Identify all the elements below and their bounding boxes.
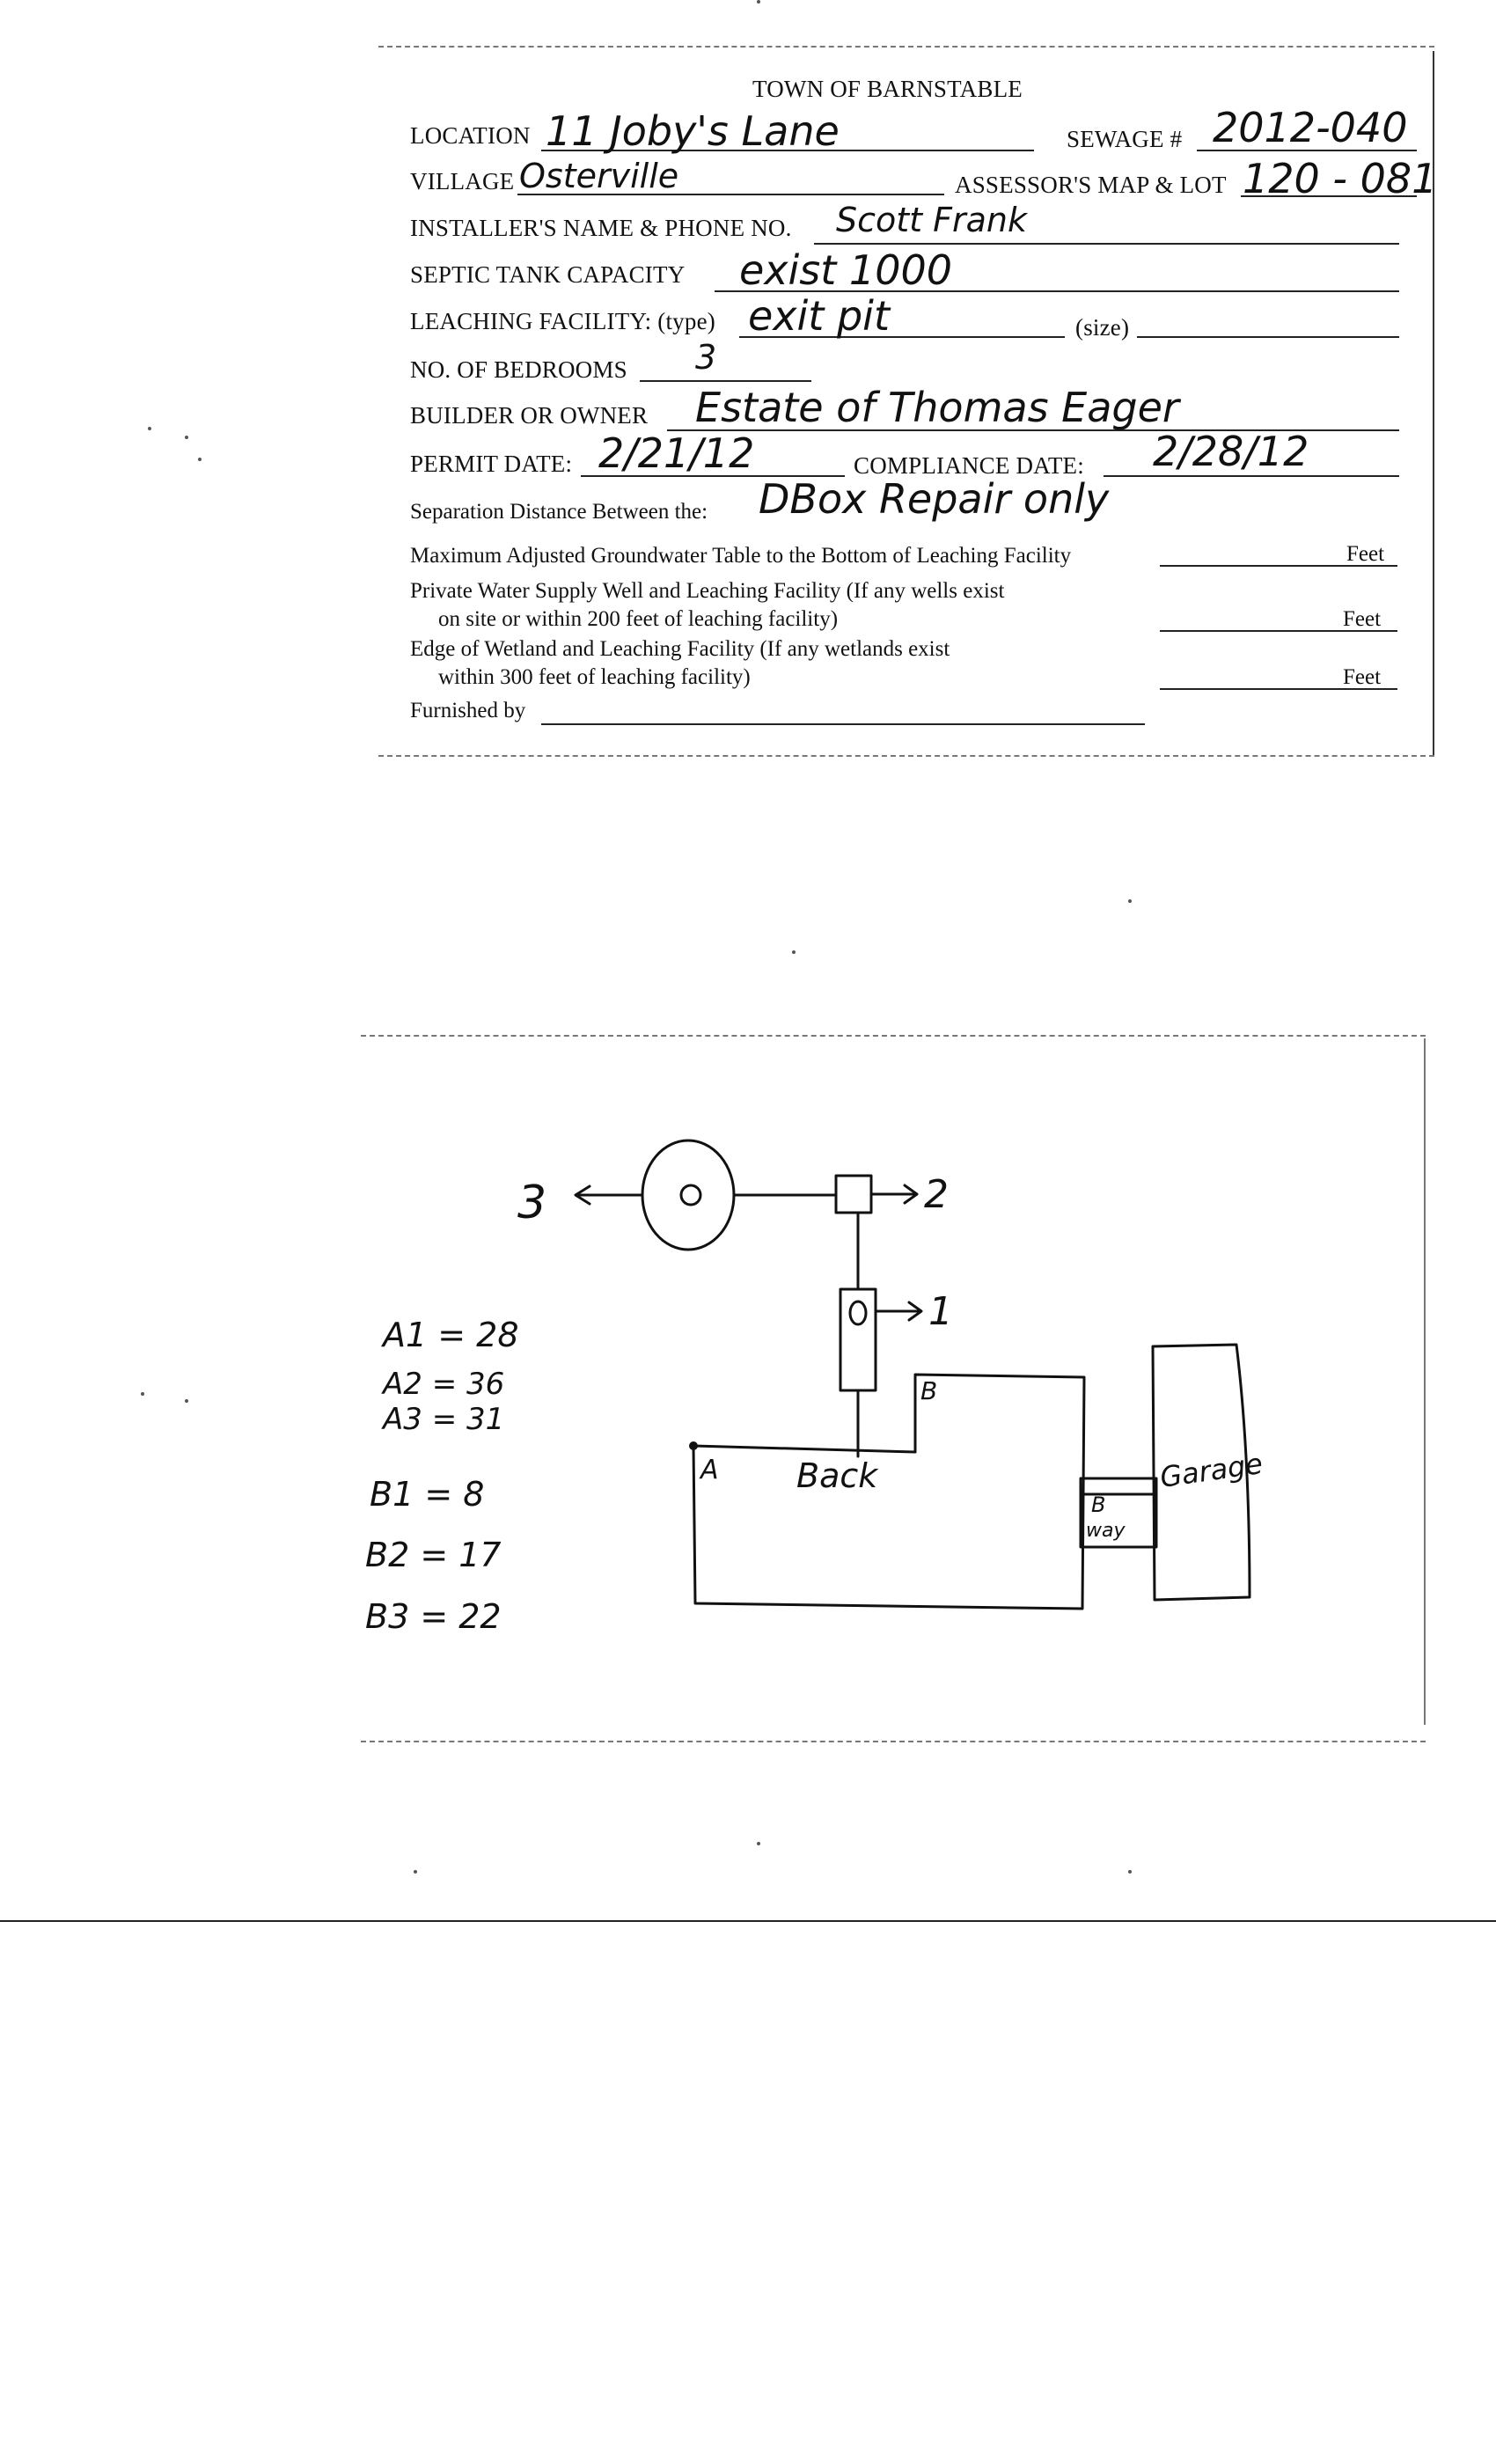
- well-text-1: Private Water Supply Well and Leaching Facility (If any wells exist: [410, 579, 1005, 603]
- garage-label: Garage: [1157, 1446, 1265, 1494]
- wetland-text-2: within 300 feet of leaching facility): [438, 665, 751, 689]
- permit-label: PERMIT DATE:: [410, 451, 573, 477]
- permit-value: 2/21/12: [598, 429, 755, 477]
- separation-label: Separation Distance Between the:: [410, 500, 708, 524]
- size-label: (size): [1075, 314, 1130, 341]
- scan-speck: [1128, 1870, 1132, 1874]
- tank-label: SEPTIC TANK CAPACITY: [410, 261, 686, 288]
- tank-value: exist 1000: [739, 246, 952, 294]
- corner-a-dot: [689, 1441, 698, 1450]
- groundwater-feet: Feet: [1346, 542, 1385, 566]
- form-title: TOWN OF BARNSTABLE: [752, 76, 1023, 102]
- septic-tank: [642, 1140, 734, 1250]
- breezeway-label-1: B: [1091, 1492, 1106, 1517]
- corner-b-label: B: [920, 1376, 938, 1405]
- leaching-value: exit pit: [748, 292, 890, 340]
- installer-value: Scott Frank: [836, 201, 1027, 239]
- tie-a1: A1 = 28: [383, 1316, 519, 1354]
- tie-a3: A3 = 31: [383, 1402, 505, 1437]
- scan-speck: [185, 1399, 188, 1403]
- scan-edge-line: [0, 1920, 1496, 1922]
- scan-speck: [198, 458, 202, 461]
- assessor-label: ASSESSOR'S MAP & LOT: [955, 172, 1227, 198]
- corner-a-label: A: [700, 1455, 719, 1485]
- compliance-label: COMPLIANCE DATE:: [854, 452, 1084, 479]
- compliance-value: 2/28/12: [1153, 428, 1309, 475]
- tank-outlet: [681, 1185, 700, 1205]
- leaching-label: LEACHING FACILITY: (type): [410, 308, 715, 334]
- house-outline: [693, 1375, 1084, 1609]
- scan-speck: [757, 1842, 760, 1845]
- scan-speck: [414, 1870, 417, 1874]
- bedrooms-value: 3: [695, 338, 717, 377]
- well-feet: Feet: [1343, 607, 1382, 631]
- inspection-port: [840, 1289, 876, 1390]
- owner-value: Estate of Thomas Eager: [695, 384, 1179, 431]
- groundwater-text: Maximum Adjusted Groundwater Table to the Bottom of Leaching Facility: [410, 544, 1072, 568]
- well-text-2: on site or within 200 feet of leaching facility): [438, 607, 839, 631]
- sewage-value: 2012-040: [1213, 104, 1408, 151]
- label-1: 1: [928, 1289, 953, 1334]
- bedrooms-label: NO. OF BEDROOMS: [410, 356, 627, 383]
- tie-b2: B2 = 17: [365, 1536, 502, 1574]
- location-label: LOCATION: [410, 122, 531, 149]
- inspection-cap: [850, 1302, 866, 1324]
- assessor-value: 120 - 081: [1243, 155, 1438, 202]
- village-label: VILLAGE: [410, 168, 515, 194]
- scan-speck: [185, 436, 188, 439]
- installer-label: INSTALLER'S NAME & PHONE NO.: [410, 215, 792, 241]
- scan-speck: [1128, 899, 1132, 903]
- breezeway-label-2: way: [1086, 1520, 1126, 1542]
- location-value: 11 Joby's Lane: [546, 107, 840, 155]
- scan-speck: [141, 1392, 144, 1396]
- label-3: 3: [517, 1177, 547, 1229]
- owner-label: BUILDER OR OWNER: [410, 402, 649, 429]
- tie-b1: B1 = 8: [370, 1475, 485, 1514]
- village-value: Osterville: [519, 157, 679, 195]
- distribution-box: [836, 1176, 871, 1213]
- sewage-label: SEWAGE #: [1067, 126, 1183, 152]
- wetland-text-1: Edge of Wetland and Leaching Facility (If any wetlands exist: [410, 637, 950, 661]
- scan-speck: [757, 0, 760, 4]
- furnished-label: Furnished by: [410, 699, 526, 722]
- house-label: Back: [796, 1456, 878, 1495]
- tie-a2: A2 = 36: [383, 1367, 505, 1402]
- scan-speck: [148, 427, 151, 430]
- label-2: 2: [924, 1172, 949, 1217]
- scan-speck: [792, 950, 796, 954]
- separation-value: DBox Repair only: [759, 475, 1110, 523]
- wetland-feet: Feet: [1343, 665, 1382, 689]
- tie-b3: B3 = 22: [365, 1597, 502, 1636]
